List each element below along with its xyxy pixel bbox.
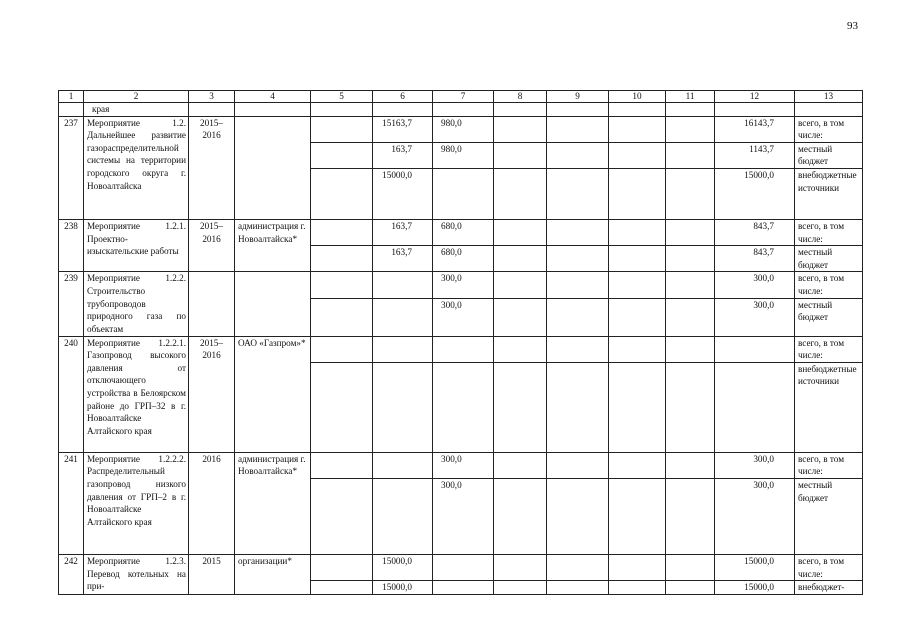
table-row — [59, 452, 863, 478]
col12-value: 15000,0 — [715, 554, 795, 580]
row-executor: администрация г. Новоалтайска* — [235, 452, 311, 554]
row-years: 2015 — [189, 554, 235, 594]
header-cell: 11 — [666, 91, 715, 103]
col12-value: 843,7 — [715, 246, 795, 272]
row-number: 238 — [59, 219, 84, 271]
funding-source: внебюджетные источники — [795, 362, 863, 452]
col12-value: 15000,0 — [715, 581, 795, 595]
header-cell: 10 — [609, 91, 666, 103]
row-number: 241 — [59, 452, 84, 554]
col12-value: 843,7 — [715, 219, 795, 245]
header-cell: 12 — [715, 91, 795, 103]
funding-source: всего, в том числе: — [795, 336, 863, 362]
col7-value: 300,0 — [433, 478, 494, 554]
table-row — [59, 336, 863, 362]
col12-value: 15000,0 — [715, 168, 795, 219]
funding-source: всего, в том числе: — [795, 554, 863, 580]
row-name: Мероприятие 1.2.1. Проектно-изыскательские работы — [84, 219, 189, 271]
col7-value — [433, 168, 494, 219]
row-executor: ОАО «Газпром»* — [235, 336, 311, 452]
funding-source: местный бюджет — [795, 142, 863, 168]
col7-value: 300,0 — [433, 452, 494, 478]
col7-value: 300,0 — [433, 272, 494, 298]
row-executor: организации* — [235, 554, 311, 594]
row-number: 242 — [59, 554, 84, 594]
col6-value: 15000,0 — [373, 581, 433, 595]
col7-value: 300,0 — [433, 298, 494, 336]
col12-value: 300,0 — [715, 452, 795, 478]
col7-value: 980,0 — [433, 116, 494, 142]
col12-value: 300,0 — [715, 272, 795, 298]
funding-source: внебюджет- — [795, 581, 863, 595]
row-years: 2016 — [189, 452, 235, 554]
header-cell: 7 — [433, 91, 494, 103]
row-number: 237 — [59, 116, 84, 219]
row-executor: администрация г. Новоалтайска* — [235, 219, 311, 271]
row-number: 240 — [59, 336, 84, 452]
header-cell: 5 — [311, 91, 373, 103]
col12-value: 16143,7 — [715, 116, 795, 142]
col6-value: 163,7 — [373, 246, 433, 272]
page-number: 93 — [847, 20, 858, 32]
header-cell: 1 — [59, 91, 84, 103]
funding-source: внебюджетные источники — [795, 168, 863, 219]
col12-value: 300,0 — [715, 298, 795, 336]
row-years: 2015–2016 — [189, 336, 235, 452]
col7-value: 680,0 — [433, 246, 494, 272]
col6-value: 15000,0 — [373, 168, 433, 219]
table-row — [59, 116, 863, 142]
budget-table — [58, 90, 863, 595]
funding-source: всего, в том числе: — [795, 452, 863, 478]
header-row — [59, 91, 863, 103]
funding-source: всего, в том числе: — [795, 272, 863, 298]
continuation-row — [59, 103, 863, 117]
table-row — [59, 554, 863, 580]
table-row — [59, 272, 863, 298]
header-cell: 9 — [547, 91, 609, 103]
funding-source: всего, в том числе: — [795, 116, 863, 142]
row-name: Мероприятие 1.2. Дальнейшее развитие газораспределительной системы на территории городского округа г. Новоалтайска — [84, 116, 189, 219]
funding-source: местный бюджет — [795, 478, 863, 554]
header-cell: 3 — [189, 91, 235, 103]
col12-value: 1143,7 — [715, 142, 795, 168]
row-name: Мероприятие 1.2.3. Перевод котельных на при- — [84, 554, 189, 594]
funding-source: местный бюджет — [795, 246, 863, 272]
row-name: Мероприятие 1.2.2.2. Распределительный газопровод низкого давления от ГРП–2 в г. Новоалтайске Алтайского края — [84, 452, 189, 554]
table-row — [59, 219, 863, 245]
col6-value: 15000,0 — [373, 554, 433, 580]
row-name: Мероприятие 1.2.2.1. Газопровод высокого давления от отключающего устройства в Белоярском районе до ГРП–32 в г. Новоалтайске Алтайского края — [84, 336, 189, 452]
col7-value: 980,0 — [433, 142, 494, 168]
row-name: края — [84, 103, 189, 117]
header-cell: 13 — [795, 91, 863, 103]
funding-source: местный бюджет — [795, 298, 863, 336]
col6-value: 163,7 — [373, 142, 433, 168]
col6-value: 15163,7 — [373, 116, 433, 142]
col7-value: 680,0 — [433, 219, 494, 245]
row-number: 239 — [59, 272, 84, 336]
header-cell: 2 — [84, 91, 189, 103]
header-cell: 8 — [494, 91, 547, 103]
header-cell: 4 — [235, 91, 311, 103]
header-cell: 6 — [373, 91, 433, 103]
funding-source: всего, в том числе: — [795, 219, 863, 245]
row-years: 2015–2016 — [189, 116, 235, 219]
col6-value: 163,7 — [373, 219, 433, 245]
row-years: 2015–2016 — [189, 219, 235, 271]
col12-value: 300,0 — [715, 478, 795, 554]
row-name: Мероприятие 1.2.2. Строительство трубопроводов природного газа по объектам — [84, 272, 189, 336]
